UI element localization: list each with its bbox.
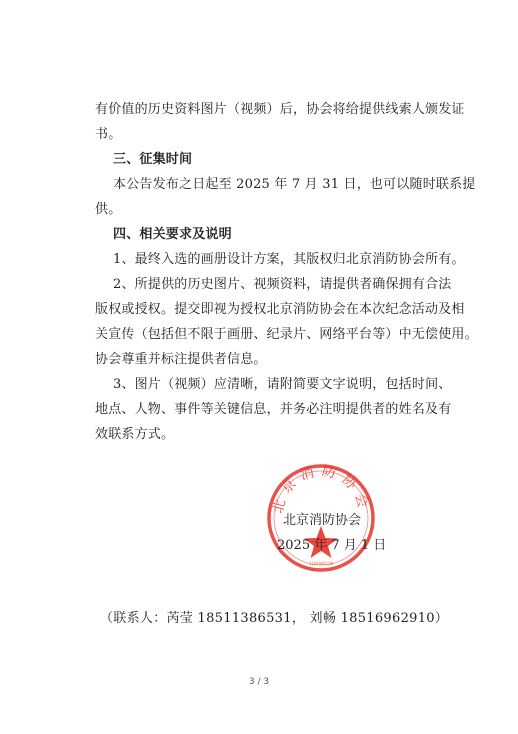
paragraph-line: 协会尊重并标注提供者信息。 (95, 352, 267, 367)
signature-org-name: 北京消防协会 (283, 513, 362, 528)
paragraph-line: 3、图片（视频）应清晰，请附简要文字说明，包括时间、 (113, 377, 452, 392)
paragraph-line: 书。 (95, 127, 122, 142)
paragraph-line: 1、最终入选的画册设计方案，其版权归北京消防协会所有。 (113, 252, 465, 267)
page-number: 3 / 3 (248, 677, 270, 687)
paragraph-line: 供。 (95, 202, 122, 217)
paragraph-line: 效联系方式。 (95, 427, 175, 442)
paragraph-line: 地点、人物、事件等关键信息，并务必注明提供者的姓名及有 (95, 402, 452, 417)
signature-date: 2025 年 7 月 1 日 (277, 538, 387, 553)
paragraph-line: 本公告发布之日起至 2025 年 7 月 31 日，也可以随时联系提 (113, 177, 476, 192)
paragraph-line: 有价值的历史资料图片（视频）后，协会将给提供线索人颁发证 (95, 102, 465, 117)
svg-text:北京消防协会: 北京消防协会 (270, 462, 372, 516)
contact-info: （联系人：芮莹 18511386531， 刘畅 18516962910） (100, 611, 449, 626)
paragraph-line: 2、所提供的历史图片、视频资料，请提供者确保拥有合法 (113, 277, 452, 292)
paragraph-line: 版权或授权。提交即视为授权北京消防协会在本次纪念活动及相 (95, 302, 465, 317)
svg-text:1100000100: 1100000100 (308, 561, 334, 566)
section-heading-collection-time: 三、征集时间 (113, 152, 193, 167)
paragraph-line: 关宣传（包括但不限于画册、纪录片、网络平台等）中无偿使用。 (95, 327, 478, 342)
section-heading-requirements: 四、相关要求及说明 (113, 227, 232, 242)
